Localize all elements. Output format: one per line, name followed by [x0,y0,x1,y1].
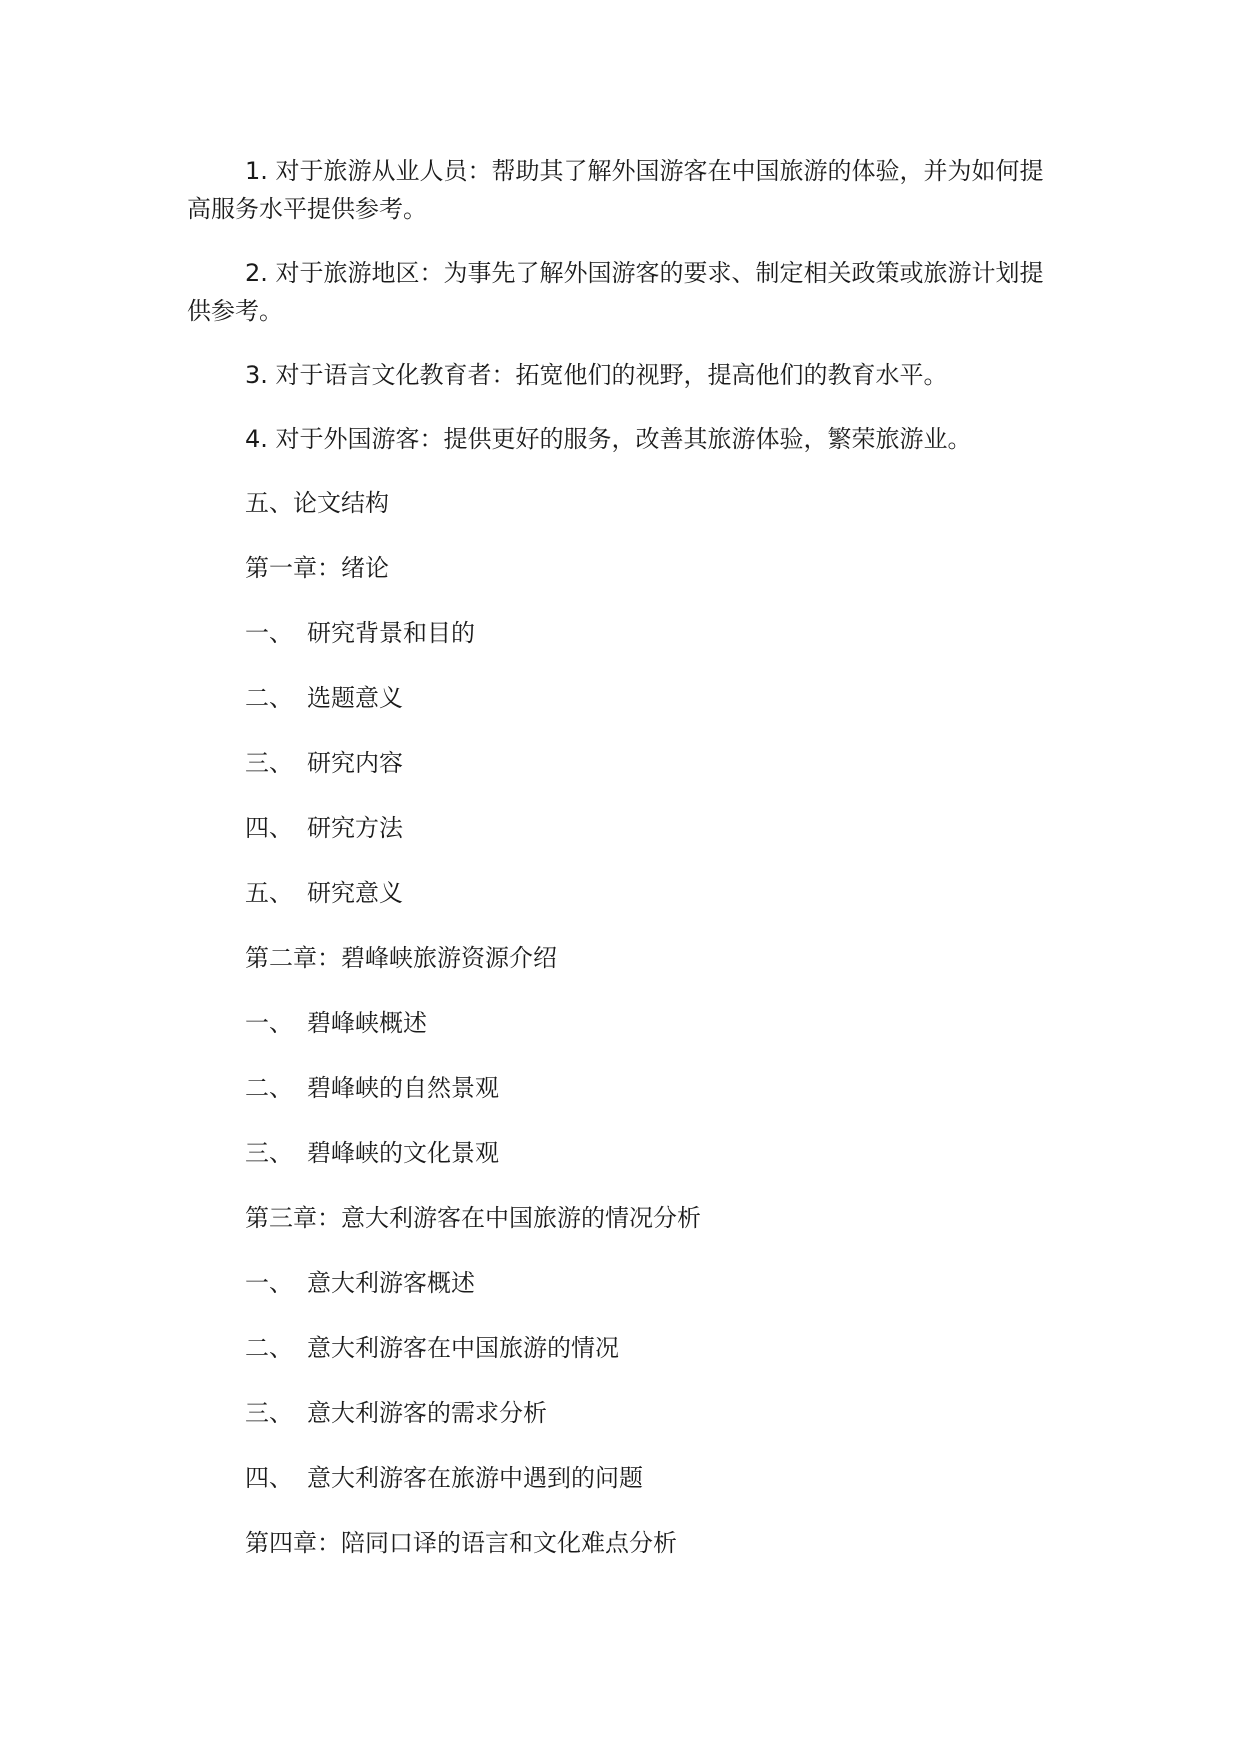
item-text: 碧峰峡的文化景观 [307,1139,499,1167]
section-heading: 五、论文结构 [245,489,389,517]
chapter-title: 第三章：意大利游客在中国旅游的情况分析 [245,1204,701,1232]
item-text: 意大利游客的需求分析 [307,1399,547,1427]
paragraph-2: 2. 对于旅游地区：为事先了解外国游客的要求、制定相关政策或旅游计划提供参考。 [187,259,1044,325]
item-text: 意大利游客概述 [307,1269,475,1297]
item-text: 选题意义 [307,684,403,712]
list-item [187,744,1067,782]
item-number: 一、 [245,1009,293,1037]
list-item [187,1329,1067,1367]
paragraph-1: 1. 对于旅游从业人员：帮助其了解外国游客在中国旅游的体验，并为如何提高服务水平提供参考。 [187,157,1044,223]
list-item [187,679,1067,717]
item-number: 二、 [245,1074,293,1102]
list-item [187,1004,1067,1042]
item-number: 二、 [245,1334,293,1362]
chapter-title: 第四章：陪同口译的语言和文化难点分析 [245,1529,677,1557]
list-item [187,874,1067,912]
item-text: 意大利游客在中国旅游的情况 [307,1334,619,1362]
item-number: 二、 [245,684,293,712]
document-body [187,152,1067,1589]
item-number: 四、 [245,1464,293,1492]
item-number: 五、 [245,879,293,907]
item-number: 四、 [245,814,293,842]
item-text: 研究背景和目的 [307,619,475,647]
item-text: 意大利游客在旅游中遇到的问题 [307,1464,643,1492]
item-number: 三、 [245,749,293,777]
paragraph-4: 4. 对于外国游客：提供更好的服务，改善其旅游体验，繁荣旅游业。 [245,425,972,453]
item-number: 一、 [245,619,293,647]
chapter-title: 第二章：碧峰峡旅游资源介绍 [245,944,557,972]
list-item [187,809,1067,847]
chapter-title: 第一章：绪论 [245,554,389,582]
item-text: 研究意义 [307,879,403,907]
list-item [187,1069,1067,1107]
list-item [187,1459,1067,1497]
item-text: 研究方法 [307,814,403,842]
item-number: 三、 [245,1139,293,1167]
item-text: 碧峰峡概述 [307,1009,427,1037]
item-text: 碧峰峡的自然景观 [307,1074,499,1102]
paragraph-3: 3. 对于语言文化教育者：拓宽他们的视野，提高他们的教育水平。 [245,361,948,389]
list-item [187,1264,1067,1302]
item-number: 三、 [245,1399,293,1427]
item-number: 一、 [245,1269,293,1297]
list-item [187,1394,1067,1432]
list-item [187,1134,1067,1172]
list-item [187,614,1067,652]
item-text: 研究内容 [307,749,403,777]
